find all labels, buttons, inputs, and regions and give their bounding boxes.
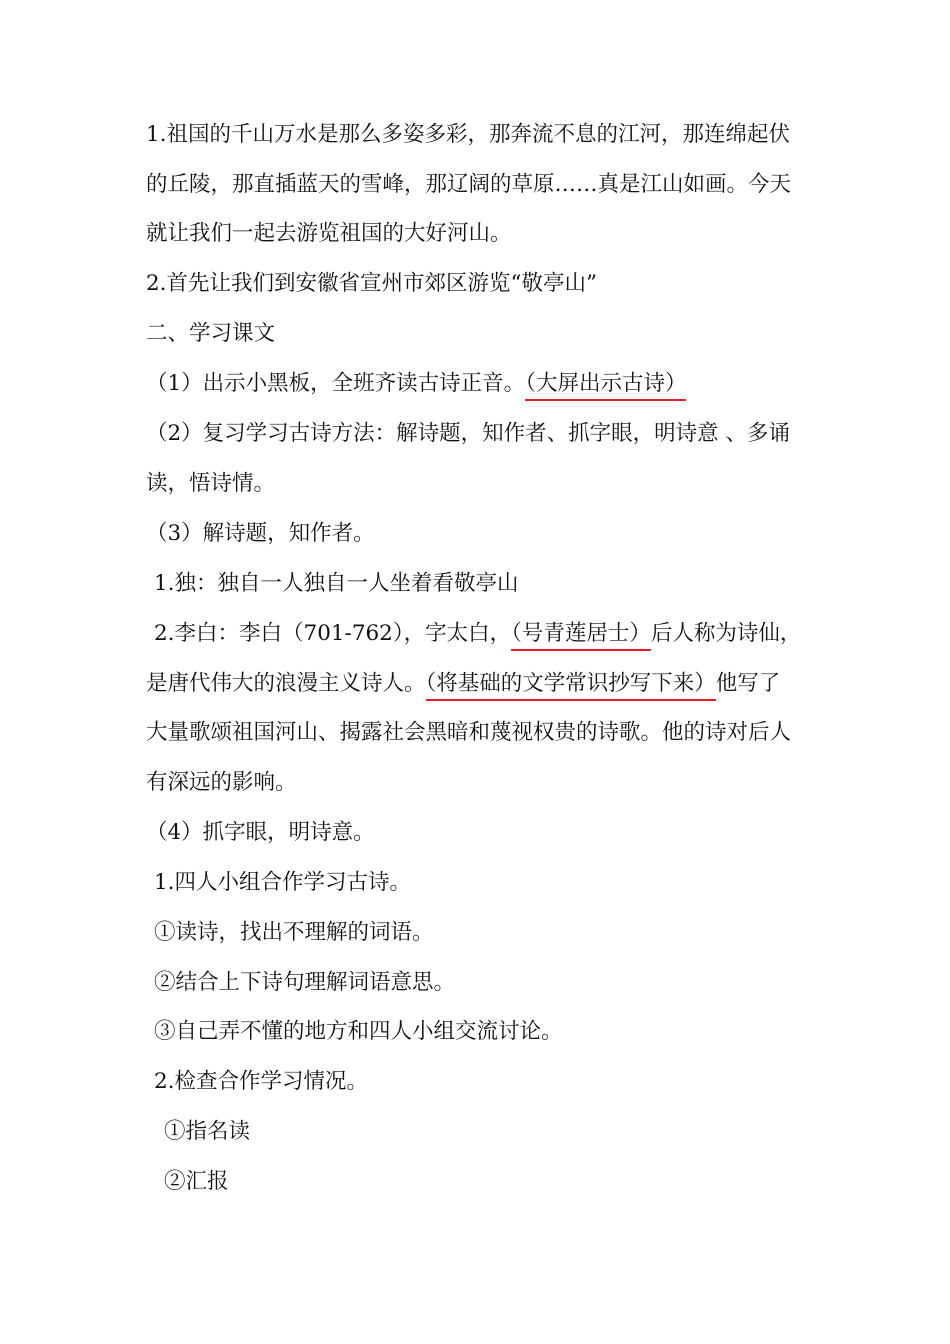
paragraph-line [146,669,810,699]
paragraph-line: 2.首先让我们到安徽省宣州市郊区游览“敬亭山” [146,271,597,296]
underlined-note: （大屏出示古诗） [525,371,686,401]
paragraph-line: 1.独：独自一人独自一人坐着看敬亭山 [154,571,519,596]
paragraph-line: ②结合上下诗句理解词语意思。 [154,970,456,995]
paragraph-line: 有深远的影响。 [146,770,297,795]
paragraph-line [146,369,810,399]
paragraph-line: ②汇报 [164,1169,229,1194]
paragraph-line: ①指名读 [164,1119,251,1144]
paragraph-line: 就让我们一起去游览祖国的大好河山。 [146,221,512,246]
section-heading: 二、学习课文 [146,321,276,346]
line-text: 后人称为诗仙， [650,621,802,646]
paragraph-line: 1.四人小组合作学习古诗。 [154,870,412,895]
paragraph-line [154,619,818,649]
underlined-note: （将基础的文学常识抄写下来） [426,671,716,701]
paragraph-line: （4）抓字眼，明诗意。 [146,820,375,845]
line-text: 2.李白：李白（701-762），字太白， [154,621,512,646]
paragraph-line: ③自己弄不懂的地方和四人小组交流讨论。 [154,1019,563,1044]
paragraph-line: 大量歌颂祖国河山、揭露社会黑暗和蔑视权贵的诗歌。他的诗对后人 [146,720,792,745]
paragraph-line: 的丘陵，那直插蓝天的雪峰，那辽阔的草原……真是江山如画。今天 [146,172,792,197]
line-text: 他写了 [715,671,781,696]
paragraph-line: ①读诗，找出不理解的词语。 [154,920,434,945]
paragraph-line: （2）复习学习古诗方法：解诗题，知作者、抓字眼，明诗意 、多诵 [146,421,791,446]
paragraph-line: （3）解诗题，知作者。 [146,521,375,546]
paragraph-line: 读，悟诗情。 [146,471,276,496]
line-text: （1）出示小黑板，全班齐读古诗正音。 [146,371,526,396]
line-text: 是唐代伟大的浪漫主义诗人。 [146,671,426,696]
paragraph-line: 2.检查合作学习情况。 [154,1069,369,1094]
paragraph-line: 1.祖国的千山万水是那么多姿多彩，那奔流不息的江河，那连绵起伏 [146,122,791,147]
underlined-note: （号青莲居士） [511,621,651,651]
